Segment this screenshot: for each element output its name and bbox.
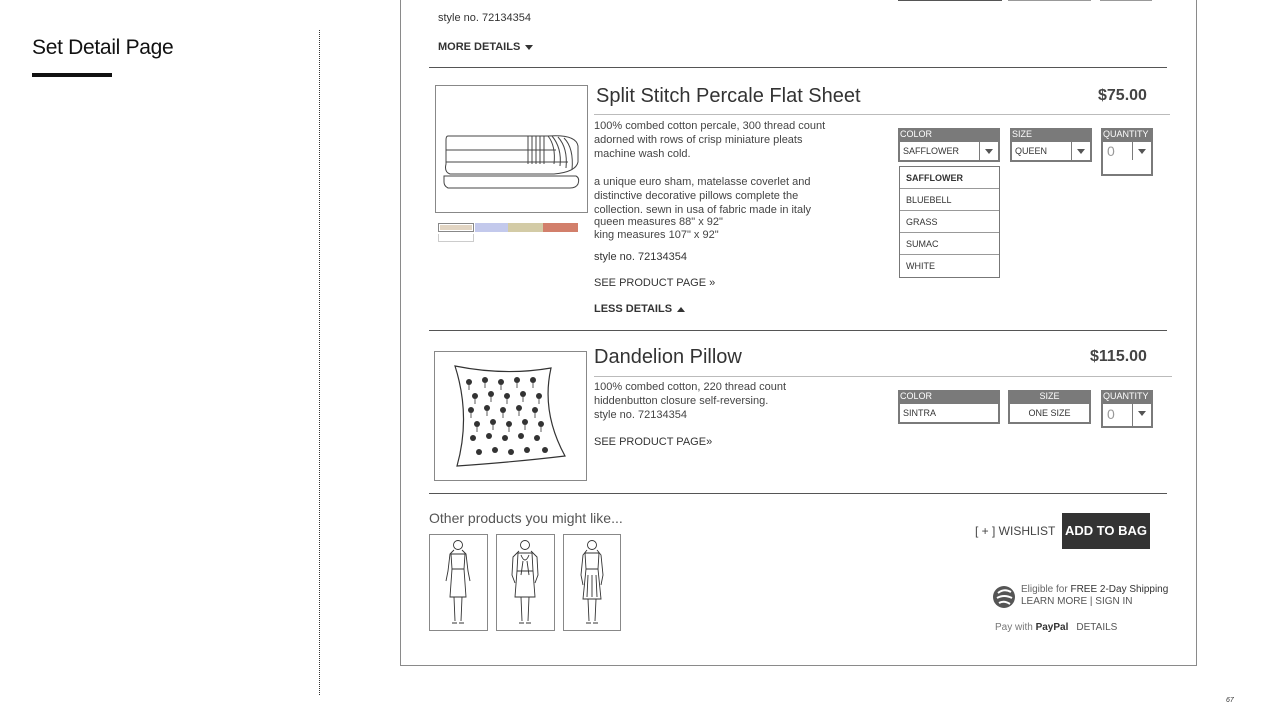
desc-line: collection. sewn in usa of fabric made in italy <box>594 204 812 216</box>
shipping-info <box>1021 584 1168 608</box>
size-select-box[interactable] <box>1010 140 1092 162</box>
desc-line: hiddenbutton closure self-reversing. <box>594 395 769 407</box>
section-divider <box>429 493 1167 494</box>
sign-in-link[interactable]: SIGN IN <box>1095 596 1133 607</box>
pay-with-label: Pay with <box>995 622 1036 633</box>
shipping-offer: FREE 2-Day Shipping <box>1070 584 1169 595</box>
color-option-safflower[interactable]: SAFFLOWER <box>900 167 999 189</box>
color-option-grass[interactable]: GRASS <box>900 211 999 233</box>
title-rule <box>594 114 1170 115</box>
section-divider <box>429 330 1167 331</box>
pillow-size-select[interactable] <box>1008 390 1091 424</box>
sheet-product-title[interactable]: Split Stitch Percale Flat Sheet <box>596 85 861 107</box>
color-select-box[interactable] <box>898 140 1000 162</box>
wishlist-link[interactable]: [ + ] WISHLIST <box>975 524 1056 538</box>
folded-sheet-illustration <box>436 86 587 212</box>
recommended-product-2[interactable] <box>496 534 555 631</box>
sheet-price: $75.00 <box>1098 87 1147 104</box>
color-label: COLOR <box>898 390 1000 402</box>
size-label: SIZE <box>1010 128 1092 140</box>
sheet-size-select[interactable] <box>1010 128 1092 162</box>
top-item-style-no: style no. 72134354 <box>438 12 531 24</box>
paypal-logo[interactable]: PayPal <box>1035 622 1069 633</box>
link-separator: | <box>1087 596 1096 607</box>
more-details-label: MORE DETAILS <box>438 41 521 53</box>
page-number: 67 <box>1226 697 1234 704</box>
size-select-box[interactable] <box>1008 402 1091 424</box>
recommended-product-1[interactable] <box>429 534 488 631</box>
sheet-color-select[interactable] <box>898 128 1000 162</box>
sheet-description-extended <box>594 175 811 243</box>
section-divider <box>429 67 1167 68</box>
desc-line: adorned with rows of crisp miniature pleats <box>594 134 803 146</box>
pillow-see-product-link[interactable]: SEE PRODUCT PAGE» <box>594 436 713 448</box>
swatch-selected-indicator <box>438 234 474 242</box>
quantity-select-box[interactable] <box>1101 140 1153 176</box>
desc-line: king measures 107" x 92" <box>594 229 719 241</box>
pillow-price: $115.00 <box>1090 348 1147 365</box>
quantity-label: QUANTITY <box>1101 390 1153 402</box>
shipping-prefix: Eligible for <box>1021 584 1071 595</box>
quantity-value: 0 <box>1107 143 1115 159</box>
swatch-sumac[interactable] <box>543 223 578 232</box>
color-option-white[interactable]: WHITE <box>906 261 935 271</box>
paypal-details-link[interactable]: DETAILS <box>1076 622 1118 633</box>
pillow-description <box>594 380 786 422</box>
pillow-quantity-select[interactable] <box>1101 390 1153 428</box>
desc-line: a unique euro sham, matelasse coverlet and <box>594 176 811 188</box>
caret-down-icon <box>525 45 533 50</box>
paypal-row <box>995 622 1117 633</box>
color-value: SINTRA <box>903 408 937 418</box>
chevron-down-icon[interactable] <box>1071 142 1090 160</box>
chevron-down-icon[interactable] <box>979 142 998 160</box>
desc-line: style no. 72134354 <box>594 409 687 421</box>
title-underline <box>32 73 112 77</box>
sheet-quantity-select[interactable] <box>1101 128 1153 176</box>
shipping-icon <box>992 584 1018 615</box>
more-details-toggle[interactable] <box>438 41 533 53</box>
color-dropdown-menu <box>899 166 1000 278</box>
less-details-toggle[interactable] <box>594 303 685 315</box>
pillow-product-title[interactable]: Dandelion Pillow <box>594 346 742 368</box>
desc-line: 100% combed cotton percale, 300 thread count <box>594 120 826 132</box>
swatch-safflower[interactable] <box>438 223 474 232</box>
desc-line: machine wash cold. <box>594 148 691 160</box>
dress-figure-illustration <box>564 535 620 630</box>
color-select-box[interactable] <box>898 402 1000 424</box>
dress-figure-illustration <box>430 535 487 630</box>
desc-line: distinctive decorative pillows complete the <box>594 190 799 202</box>
page-title: Set Detail Page <box>32 36 174 59</box>
quantity-select-box[interactable] <box>1101 402 1153 428</box>
pillow-illustration <box>435 352 586 480</box>
title-rule <box>594 376 1172 377</box>
swatch-grass[interactable] <box>508 223 543 232</box>
pillow-color-select[interactable] <box>898 390 1000 424</box>
swatch-fill <box>440 225 472 230</box>
sheet-see-product-link[interactable]: SEE PRODUCT PAGE » <box>594 277 716 289</box>
sheet-style-no: style no. 72134354 <box>594 251 687 263</box>
pillow-product-image[interactable] <box>434 351 587 481</box>
color-value: SAFFLOWER <box>903 146 960 156</box>
quantity-value: 0 <box>1107 406 1115 422</box>
size-label: SIZE <box>1008 390 1091 402</box>
dress-figure-illustration <box>497 535 554 630</box>
recommended-product-3[interactable] <box>563 534 621 631</box>
size-value: QUEEN <box>1015 146 1048 156</box>
size-value: ONE SIZE <box>1028 408 1071 418</box>
desc-line: queen measures 88" x 92" <box>594 216 723 228</box>
color-option-sumac[interactable]: SUMAC <box>900 233 999 255</box>
sheet-description <box>594 119 825 161</box>
chevron-down-icon[interactable] <box>1132 142 1151 160</box>
other-products-heading: Other products you might like... <box>429 510 623 526</box>
quantity-label: QUANTITY <box>1101 128 1153 140</box>
caret-up-icon <box>677 307 685 312</box>
desc-line: 100% combed cotton, 220 thread count <box>594 381 787 393</box>
chevron-down-icon[interactable] <box>1132 404 1151 426</box>
dotted-divider <box>319 30 320 695</box>
color-option-bluebell[interactable]: BLUEBELL <box>900 189 999 211</box>
top-item-control-stubs <box>898 0 1152 1</box>
color-label: COLOR <box>898 128 1000 140</box>
learn-more-link[interactable]: LEARN MORE <box>1021 596 1088 607</box>
less-details-label: LESS DETAILS <box>594 303 673 315</box>
sheet-product-image[interactable] <box>435 85 588 213</box>
add-to-bag-button[interactable]: ADD TO BAG <box>1062 513 1150 549</box>
swatch-bluebell[interactable] <box>475 223 508 232</box>
